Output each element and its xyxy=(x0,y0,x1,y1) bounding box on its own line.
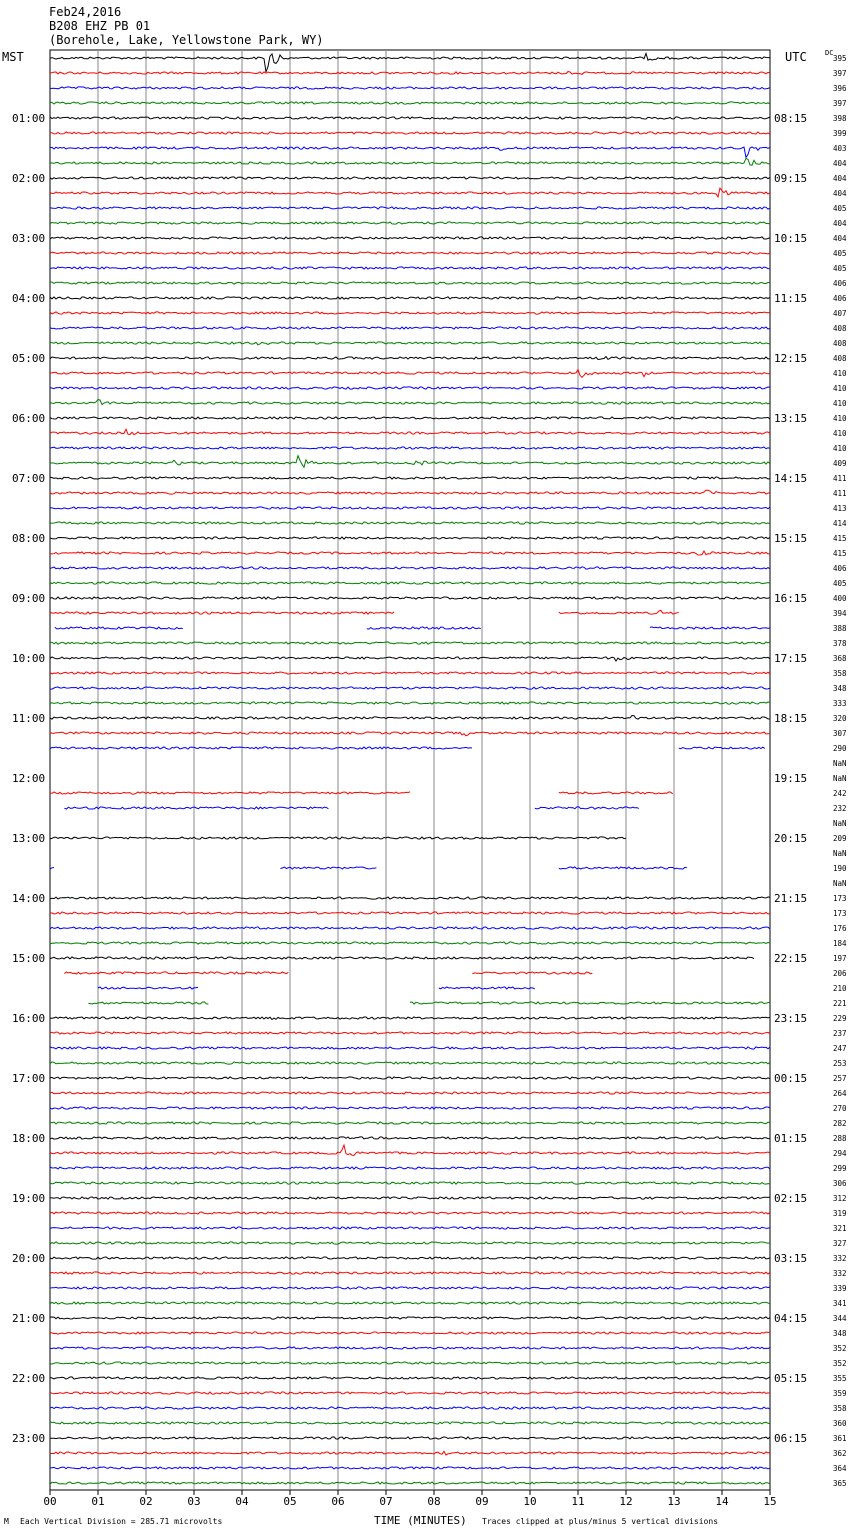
hour-label-utc: 18:15 xyxy=(774,712,808,725)
hour-label-utc: 01:15 xyxy=(774,1132,808,1145)
trace-9 xyxy=(50,188,770,197)
hour-label-mst: 10:00 xyxy=(12,652,46,665)
dc-value: 378 xyxy=(833,639,847,648)
dc-value: 364 xyxy=(833,1464,847,1473)
chart-date: Feb24,2016 xyxy=(49,5,122,19)
dc-value: 190 xyxy=(833,864,847,873)
x-tick-label: 05 xyxy=(283,1495,297,1508)
dc-value: 410 xyxy=(833,444,847,453)
trace-22 xyxy=(50,387,770,389)
x-tick-label: 00 xyxy=(43,1495,57,1508)
trace-78 xyxy=(50,1227,770,1229)
trace-18 xyxy=(50,327,770,329)
dc-column-label: DC xyxy=(825,49,834,57)
hour-label-mst: 12:00 xyxy=(12,772,46,785)
dc-value: 406 xyxy=(833,279,847,288)
trace-34 xyxy=(50,567,770,569)
dc-value: 403 xyxy=(833,144,847,153)
dc-value: 406 xyxy=(833,564,847,573)
dc-value: 209 xyxy=(833,834,847,843)
trace-90 xyxy=(50,1407,770,1409)
trace-65 xyxy=(50,1032,770,1034)
trace-57 xyxy=(50,912,770,914)
dc-value: 410 xyxy=(833,414,847,423)
trace-83 xyxy=(50,1302,770,1304)
dc-value: 307 xyxy=(833,729,847,738)
trace-8 xyxy=(50,177,770,179)
dc-value: 395 xyxy=(833,54,847,63)
dc-value: NaN xyxy=(833,759,847,768)
trace-46 xyxy=(50,747,472,749)
x-tick-label: 02 xyxy=(139,1495,153,1508)
dc-value: 405 xyxy=(833,204,847,213)
trace-79 xyxy=(50,1242,770,1244)
hour-label-utc: 09:15 xyxy=(774,172,808,185)
trace-17 xyxy=(50,312,770,314)
dc-value: 352 xyxy=(833,1359,847,1368)
dc-value: 352 xyxy=(833,1344,847,1353)
hour-label-utc: 00:15 xyxy=(774,1072,808,1085)
dc-value: 333 xyxy=(833,699,847,708)
hour-label-mst: 08:00 xyxy=(12,532,46,545)
trace-25 xyxy=(50,429,770,434)
trace-82 xyxy=(50,1287,770,1289)
dc-value: 197 xyxy=(833,954,847,963)
dc-value: 358 xyxy=(833,669,847,678)
hour-label-utc: 23:15 xyxy=(774,1012,808,1025)
trace-75 xyxy=(50,1182,770,1184)
hour-label-mst: 05:00 xyxy=(12,352,46,365)
trace-76 xyxy=(50,1197,770,1199)
dc-value: 410 xyxy=(833,429,847,438)
trace-49 xyxy=(50,792,410,794)
trace-49 xyxy=(559,792,673,794)
dc-value: 404 xyxy=(833,159,847,168)
trace-39 xyxy=(50,642,770,644)
dc-value: 408 xyxy=(833,354,847,363)
trace-44 xyxy=(50,716,770,720)
trace-61 xyxy=(472,972,592,974)
trace-71 xyxy=(50,1122,770,1124)
dc-value: 247 xyxy=(833,1044,847,1053)
trace-80 xyxy=(50,1257,770,1259)
x-tick-label: 08 xyxy=(427,1495,441,1508)
hour-label-utc: 22:15 xyxy=(774,952,808,965)
footer-clip-note: Traces clipped at plus/minus 5 vertical divisions xyxy=(482,1517,719,1526)
x-tick-label: 06 xyxy=(331,1495,345,1508)
dc-value: 399 xyxy=(833,129,847,138)
hour-label-mst: 22:00 xyxy=(12,1372,46,1385)
trace-3 xyxy=(50,102,770,104)
dc-value: NaN xyxy=(833,819,847,828)
trace-32 xyxy=(50,537,770,539)
dc-value: 232 xyxy=(833,804,847,813)
dc-value: 321 xyxy=(833,1224,847,1233)
x-tick-label: 10 xyxy=(523,1495,537,1508)
trace-38 xyxy=(55,627,183,629)
dc-value: 362 xyxy=(833,1449,847,1458)
hour-label-mst: 09:00 xyxy=(12,592,46,605)
dc-value: 410 xyxy=(833,384,847,393)
x-tick-label: 15 xyxy=(763,1495,777,1508)
trace-41 xyxy=(50,672,770,674)
trace-15 xyxy=(50,282,770,284)
trace-19 xyxy=(50,342,770,345)
trace-37 xyxy=(559,610,679,614)
hour-label-utc: 10:15 xyxy=(774,232,808,245)
dc-value: 360 xyxy=(833,1419,847,1428)
trace-67 xyxy=(50,1062,770,1064)
x-tick-label: 07 xyxy=(379,1495,393,1508)
trace-84 xyxy=(50,1317,770,1319)
trace-72 xyxy=(50,1137,770,1139)
trace-31 xyxy=(50,522,770,524)
trace-95 xyxy=(50,1482,770,1484)
hour-label-mst: 19:00 xyxy=(12,1192,46,1205)
trace-63 xyxy=(88,1002,208,1004)
plot-frame xyxy=(50,50,770,1490)
dc-value: 404 xyxy=(833,174,847,183)
hour-label-utc: 05:15 xyxy=(774,1372,808,1385)
trace-21 xyxy=(50,370,770,378)
dc-value: 404 xyxy=(833,219,847,228)
dc-value: 299 xyxy=(833,1164,847,1173)
trace-50 xyxy=(535,807,639,809)
trace-38 xyxy=(367,627,481,629)
trace-56 xyxy=(50,897,770,899)
dc-value: NaN xyxy=(833,879,847,888)
trace-93 xyxy=(50,1451,770,1455)
hour-label-utc: 16:15 xyxy=(774,592,808,605)
hour-label-mst: 04:00 xyxy=(12,292,46,305)
trace-5 xyxy=(50,132,770,134)
trace-70 xyxy=(50,1107,770,1109)
trace-88 xyxy=(50,1377,770,1379)
dc-value: 405 xyxy=(833,579,847,588)
x-tick-label: 12 xyxy=(619,1495,633,1508)
dc-value: 327 xyxy=(833,1239,847,1248)
trace-86 xyxy=(50,1347,770,1349)
trace-30 xyxy=(50,507,770,509)
dc-value: NaN xyxy=(833,849,847,858)
dc-value: 413 xyxy=(833,504,847,513)
trace-26 xyxy=(50,447,770,449)
hour-label-utc: 14:15 xyxy=(774,472,808,485)
hour-label-mst: 23:00 xyxy=(12,1432,46,1445)
trace-81 xyxy=(50,1272,770,1274)
trace-36 xyxy=(50,597,770,599)
dc-value: 257 xyxy=(833,1074,847,1083)
trace-11 xyxy=(50,222,770,224)
hour-label-mst: 07:00 xyxy=(12,472,46,485)
hour-label-utc: 03:15 xyxy=(774,1252,808,1265)
trace-92 xyxy=(50,1437,770,1439)
trace-0 xyxy=(50,53,770,72)
chart-location: (Borehole, Lake, Yellowstone Park, WY) xyxy=(49,33,324,47)
dc-value: NaN xyxy=(833,774,847,783)
trace-13 xyxy=(50,252,770,254)
dc-value: 406 xyxy=(833,294,847,303)
dc-value: 306 xyxy=(833,1179,847,1188)
dc-value: 415 xyxy=(833,549,847,558)
hour-label-mst: 21:00 xyxy=(12,1312,46,1325)
hour-label-utc: 12:15 xyxy=(774,352,808,365)
trace-69 xyxy=(50,1092,770,1094)
trace-28 xyxy=(50,477,770,479)
dc-value: 398 xyxy=(833,114,847,123)
trace-group xyxy=(50,53,770,1484)
hour-label-utc: 11:15 xyxy=(774,292,808,305)
hour-label-utc: 20:15 xyxy=(774,832,808,845)
hour-label-mst: 17:00 xyxy=(12,1072,46,1085)
dc-value: 405 xyxy=(833,264,847,273)
left-timezone-label: MST xyxy=(2,50,24,64)
x-tick-label: 03 xyxy=(187,1495,201,1508)
dc-value: 237 xyxy=(833,1029,847,1038)
dc-value: 282 xyxy=(833,1119,847,1128)
trace-10 xyxy=(50,207,770,209)
dc-value: 206 xyxy=(833,969,847,978)
dc-value: 407 xyxy=(833,309,847,318)
hour-label-mst: 18:00 xyxy=(12,1132,46,1145)
dc-value: 408 xyxy=(833,339,847,348)
trace-60 xyxy=(50,957,754,959)
trace-38 xyxy=(650,627,770,629)
trace-64 xyxy=(50,1017,770,1020)
dc-value: 242 xyxy=(833,789,847,798)
dc-value: 253 xyxy=(833,1059,847,1068)
dc-value: 408 xyxy=(833,324,847,333)
hour-label-utc: 21:15 xyxy=(774,892,808,905)
trace-27 xyxy=(50,456,770,468)
trace-42 xyxy=(50,687,770,689)
dc-value: 312 xyxy=(833,1194,847,1203)
trace-40 xyxy=(50,657,770,661)
trace-91 xyxy=(50,1422,770,1424)
dc-value: 405 xyxy=(833,249,847,258)
trace-24 xyxy=(50,417,770,419)
trace-54 xyxy=(50,868,54,870)
trace-33 xyxy=(50,551,770,555)
trace-45 xyxy=(50,732,770,736)
hour-label-utc: 13:15 xyxy=(774,412,808,425)
x-axis-label: TIME (MINUTES) xyxy=(374,1514,467,1527)
dc-value: 344 xyxy=(833,1314,847,1323)
dc-value: 294 xyxy=(833,1149,847,1158)
x-tick-label: 04 xyxy=(235,1495,249,1508)
trace-66 xyxy=(50,1047,770,1049)
dc-value: 410 xyxy=(833,369,847,378)
dc-value: 368 xyxy=(833,654,847,663)
dc-value: 348 xyxy=(833,1329,847,1338)
dc-value: 229 xyxy=(833,1014,847,1023)
trace-62 xyxy=(98,987,198,989)
hour-label-mst: 02:00 xyxy=(12,172,46,185)
dc-value: 411 xyxy=(833,489,847,498)
hour-label-utc: 17:15 xyxy=(774,652,808,665)
dc-value: 332 xyxy=(833,1254,847,1263)
hour-label-mst: 01:00 xyxy=(12,112,46,125)
dc-value: 394 xyxy=(833,609,847,618)
dc-value: 210 xyxy=(833,984,847,993)
dc-value: 332 xyxy=(833,1269,847,1278)
hour-label-mst: 20:00 xyxy=(12,1252,46,1265)
x-tick-label: 01 xyxy=(91,1495,105,1508)
trace-6 xyxy=(50,147,770,158)
trace-77 xyxy=(50,1212,770,1214)
dc-value: 173 xyxy=(833,894,847,903)
footer-mark: M xyxy=(4,1517,9,1526)
dc-value: 396 xyxy=(833,84,847,93)
dc-value: 397 xyxy=(833,69,847,78)
trace-12 xyxy=(50,237,770,239)
trace-35 xyxy=(50,582,770,584)
trace-23 xyxy=(50,400,770,405)
trace-58 xyxy=(50,927,770,929)
dc-value: 410 xyxy=(833,399,847,408)
trace-16 xyxy=(50,297,770,299)
x-tick-label: 13 xyxy=(667,1495,681,1508)
hour-label-mst: 15:00 xyxy=(12,952,46,965)
dc-value: 404 xyxy=(833,234,847,243)
trace-4 xyxy=(50,117,770,119)
hour-label-mst: 16:00 xyxy=(12,1012,46,1025)
trace-62 xyxy=(439,987,535,989)
trace-89 xyxy=(50,1392,770,1394)
x-tick-label: 09 xyxy=(475,1495,489,1508)
dc-value: 264 xyxy=(833,1089,847,1098)
dc-value: 411 xyxy=(833,474,847,483)
dc-value: 184 xyxy=(833,939,847,948)
dc-value: 320 xyxy=(833,714,847,723)
trace-50 xyxy=(64,807,328,809)
dc-value: 270 xyxy=(833,1104,847,1113)
dc-value: 288 xyxy=(833,1134,847,1143)
trace-85 xyxy=(50,1332,770,1334)
trace-37 xyxy=(50,612,394,614)
hour-label-mst: 14:00 xyxy=(12,892,46,905)
x-tick-label: 11 xyxy=(571,1495,585,1508)
dc-value: 415 xyxy=(833,534,847,543)
hour-label-utc: 02:15 xyxy=(774,1192,808,1205)
right-timezone-label: UTC xyxy=(785,50,807,64)
dc-value: 404 xyxy=(833,189,847,198)
trace-2 xyxy=(50,87,770,89)
trace-43 xyxy=(50,702,770,704)
dc-value: 361 xyxy=(833,1434,847,1443)
hour-label-utc: 19:15 xyxy=(774,772,808,785)
dc-value: 176 xyxy=(833,924,847,933)
hour-label-mst: 11:00 xyxy=(12,712,46,725)
trace-1 xyxy=(50,72,770,75)
hour-label-mst: 03:00 xyxy=(12,232,46,245)
dc-value: 409 xyxy=(833,459,847,468)
dc-value: 319 xyxy=(833,1209,847,1218)
trace-87 xyxy=(50,1362,770,1364)
x-tick-label: 14 xyxy=(715,1495,729,1508)
hour-label-mst: 06:00 xyxy=(12,412,46,425)
dc-value: 397 xyxy=(833,99,847,108)
dc-value: 355 xyxy=(833,1374,847,1383)
trace-63 xyxy=(410,1002,770,1004)
dc-value: 400 xyxy=(833,594,847,603)
trace-59 xyxy=(50,942,770,944)
dc-value: 341 xyxy=(833,1299,847,1308)
dc-value: 365 xyxy=(833,1479,847,1488)
dc-value: 388 xyxy=(833,624,847,633)
dc-value: 290 xyxy=(833,744,847,753)
dc-value: 359 xyxy=(833,1389,847,1398)
dc-value: 221 xyxy=(833,999,847,1008)
hour-label-utc: 08:15 xyxy=(774,112,808,125)
trace-73 xyxy=(50,1145,770,1155)
trace-7 xyxy=(50,158,770,165)
dc-value: 358 xyxy=(833,1404,847,1413)
trace-29 xyxy=(50,490,770,494)
hour-label-utc: 06:15 xyxy=(774,1432,808,1445)
trace-74 xyxy=(50,1167,770,1169)
dc-value: 348 xyxy=(833,684,847,693)
dc-value: 173 xyxy=(833,909,847,918)
dc-value: 414 xyxy=(833,519,847,528)
hour-label-mst: 13:00 xyxy=(12,832,46,845)
dc-value: 339 xyxy=(833,1284,847,1293)
trace-54 xyxy=(280,867,376,869)
trace-94 xyxy=(50,1467,770,1469)
hour-label-utc: 04:15 xyxy=(774,1312,808,1325)
trace-14 xyxy=(50,267,770,269)
chart-station: B208 EHZ PB 01 xyxy=(49,19,151,33)
trace-20 xyxy=(50,357,770,360)
footer-scale: Each Vertical Division = 285.71 microvolts xyxy=(20,1517,223,1526)
hour-label-utc: 15:15 xyxy=(774,532,808,545)
trace-68 xyxy=(50,1077,770,1079)
